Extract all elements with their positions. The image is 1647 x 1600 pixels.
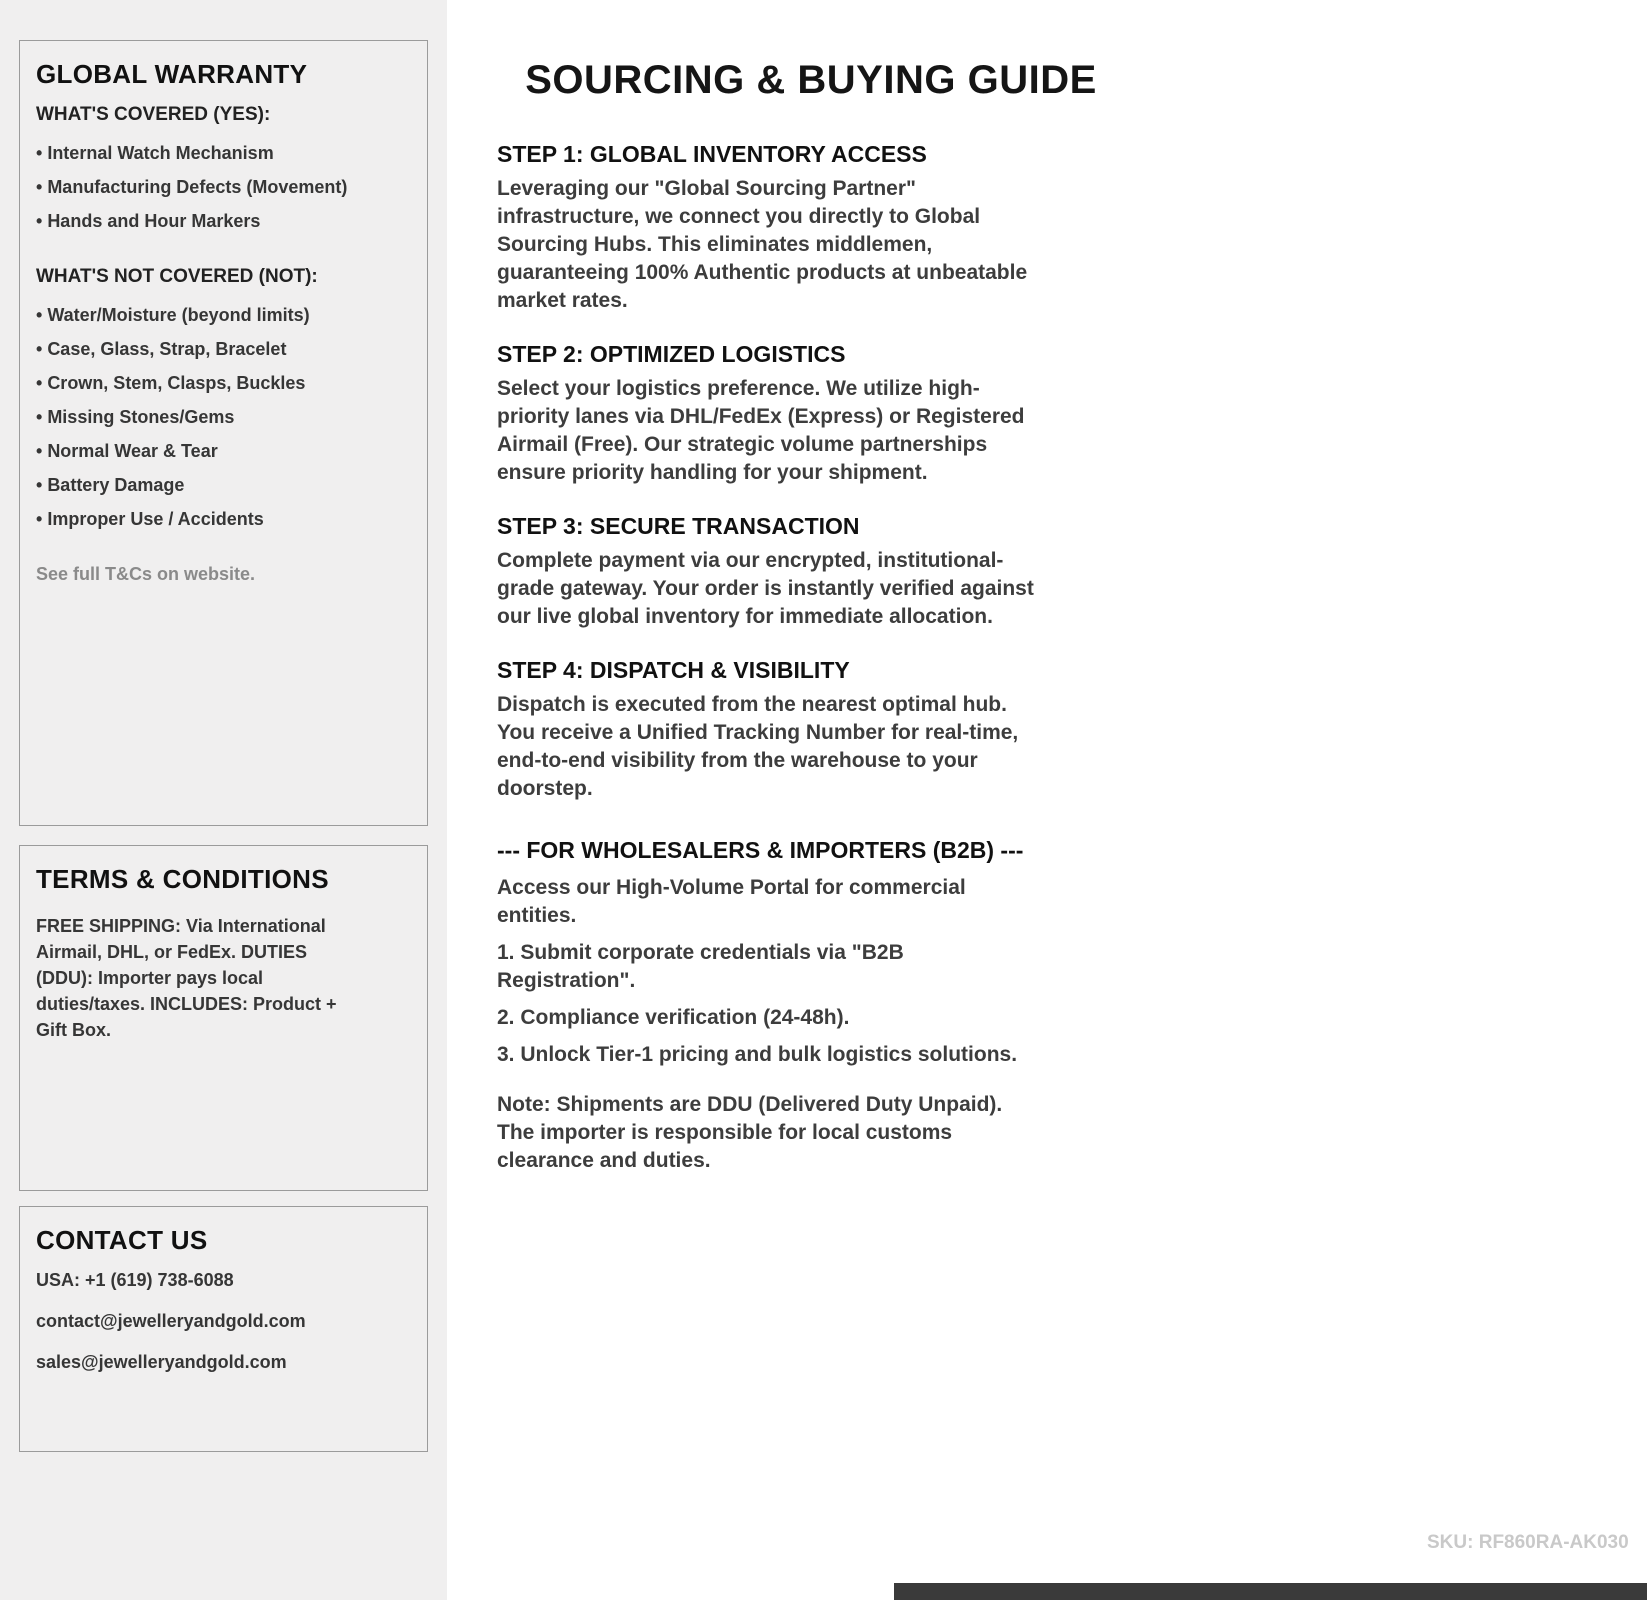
list-item: • Water/Moisture (beyond limits) (36, 298, 411, 332)
list-item: • Manufacturing Defects (Movement) (36, 170, 411, 204)
step-2-body: Select your logistics preference. We utilize high-priority lanes via DHL/FedEx (Express) or Registered Airmail (Free). Our strategic volume partnerships ensure priority handling for your shipment. (497, 377, 1025, 484)
list-item: • Missing Stones/Gems (36, 400, 411, 434)
step-4-body: Dispatch is executed from the nearest optimal hub. You receive a Unified Tracking Number for real-time, end-to-end visibility from the warehouse to your doorstep. (497, 693, 1019, 800)
step-3-heading: STEP 3: SECURE TRANSACTION (497, 513, 860, 539)
page-title: SOURCING & BUYING GUIDE (525, 58, 1097, 102)
step-4-section (497, 657, 1125, 803)
list-item: • Improper Use / Accidents (36, 502, 411, 536)
list-item: • Battery Damage (36, 468, 411, 502)
step-3-section (497, 513, 1125, 631)
b2b-item-2: 2. Compliance verification (24-48h). (497, 1006, 850, 1029)
list-item: • Normal Wear & Tear (36, 434, 411, 468)
step-1-section (497, 141, 1125, 315)
warranty-title: GLOBAL WARRANTY (36, 59, 308, 89)
contact-sales-email: sales@jewelleryandgold.com (36, 1352, 287, 1372)
warranty-not-covered-list (36, 298, 411, 536)
step-3-body: Complete payment via our encrypted, institutional-grade gateway. Your order is instantly verified against our live global inventory for immediate allocation. (497, 549, 1034, 628)
step-1-body: Leveraging our "Global Sourcing Partner" infrastructure, we connect you directly to Global Sourcing Hubs. This eliminates middlemen, guaranteeing 100% Authentic products at unbeatable market rates. (497, 177, 1028, 312)
contact-panel (19, 1206, 428, 1452)
step-4-heading: STEP 4: DISPATCH & VISIBILITY (497, 657, 850, 683)
terms-body: FREE SHIPPING: Via International Airmail, DHL, or FedEx. DUTIES (DDU): Importer pays local duties/taxes. INCLUDES: Product + Gift Box. (36, 916, 337, 1040)
bottom-bar (894, 1583, 1647, 1600)
step-1-heading: STEP 1: GLOBAL INVENTORY ACCESS (497, 141, 927, 167)
terms-panel (19, 845, 428, 1191)
step-2-section (497, 341, 1125, 487)
list-item: • Case, Glass, Strap, Bracelet (36, 332, 411, 366)
warranty-not-covered-title: WHAT'S NOT COVERED (NOT): (36, 266, 318, 287)
terms-title: TERMS & CONDITIONS (36, 864, 329, 894)
step-2-heading: STEP 2: OPTIMIZED LOGISTICS (497, 341, 846, 367)
b2b-item-3: 3. Unlock Tier-1 pricing and bulk logistics solutions. (497, 1043, 1018, 1066)
b2b-item-1: 1. Submit corporate credentials via "B2B Registration". (497, 941, 904, 992)
sku-label: SKU: RF860RA-AK030 (1427, 1532, 1629, 1553)
main-content (447, 0, 1629, 1600)
b2b-note: Note: Shipments are DDU (Delivered Duty Unpaid). The importer is responsible for local customs clearance and duties. (497, 1093, 1003, 1172)
warranty-footnote: See full T&Cs on website. (36, 564, 256, 584)
contact-title: CONTACT US (36, 1225, 208, 1255)
list-item: • Hands and Hour Markers (36, 204, 411, 238)
warranty-panel (19, 40, 428, 826)
b2b-section (497, 837, 1125, 1175)
list-item: • Internal Watch Mechanism (36, 136, 411, 170)
sidebar (0, 0, 447, 1600)
contact-email: contact@jewelleryandgold.com (36, 1311, 306, 1331)
list-item: • Crown, Stem, Clasps, Buckles (36, 366, 411, 400)
warranty-covered-list (36, 136, 411, 238)
contact-phone: USA: +1 (619) 738-6088 (36, 1270, 234, 1290)
warranty-covered-title: WHAT'S COVERED (YES): (36, 104, 271, 125)
b2b-intro: Access our High-Volume Portal for commercial entities. (497, 876, 966, 927)
b2b-heading: --- FOR WHOLESALERS & IMPORTERS (B2B) --- (497, 837, 1024, 863)
